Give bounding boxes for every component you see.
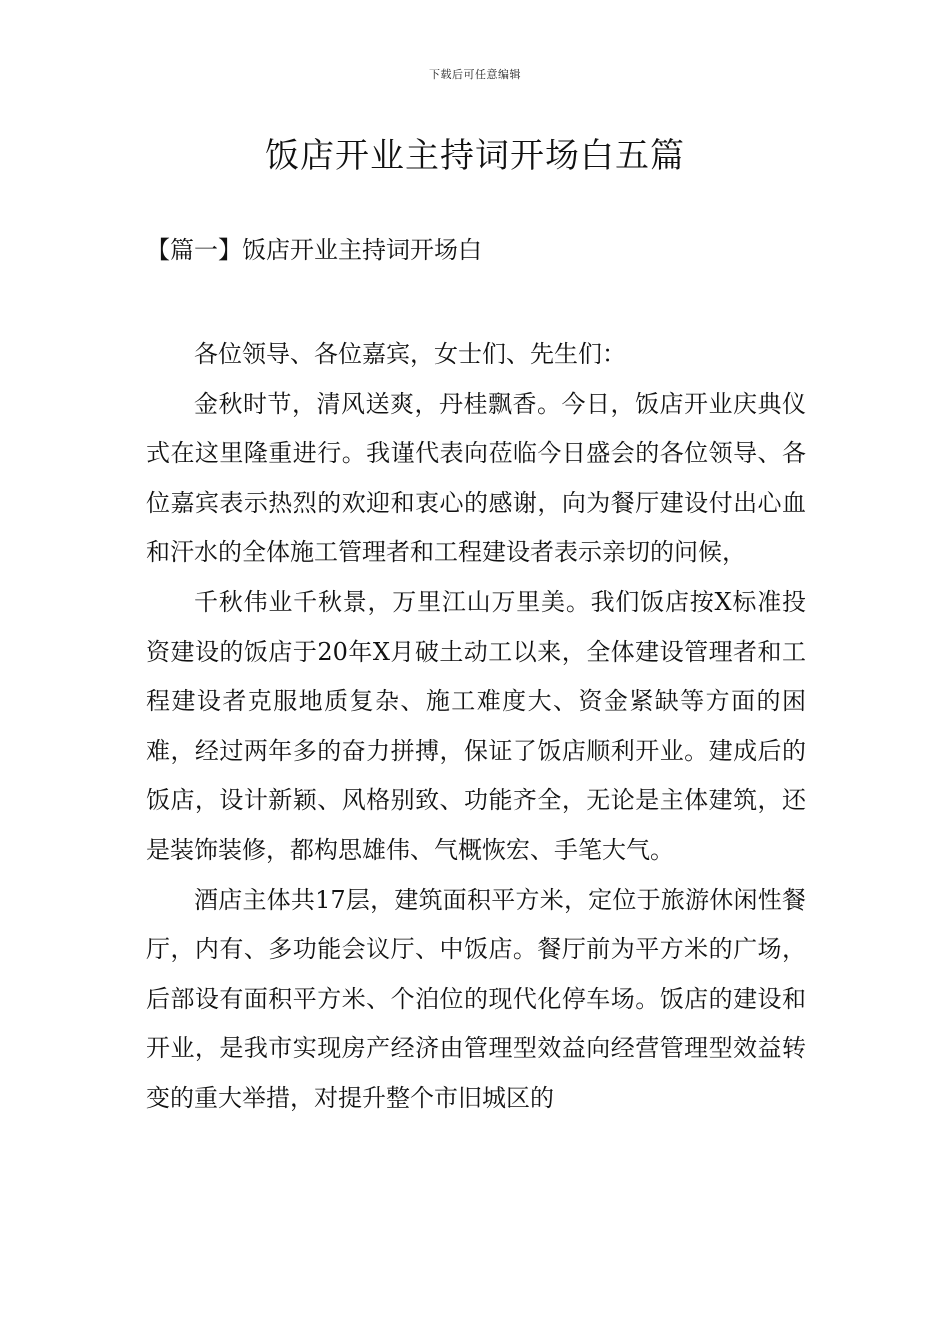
section-heading: 【篇一】饭店开业主持词开场白 — [146, 236, 482, 264]
paragraph: 酒店主体共17层，建筑面积平方米，定位于旅游休闲性餐厅，内有、多功能会议厅、中饭店。餐厅前为平方米的广场，后部设有面积平方米、个泊位的现代化停车场。饭店的建设和开业，是我市实现房产经济由管理型效益向经营管理型效益转变的重大举措，对提升整个市旧城区的 — [146, 885, 806, 1112]
paragraph: 金秋时节，清风送爽，丹桂飘香。今日，饭店开业庆典仪式在这里隆重进行。我谨代表向莅临今日盛会的各位领导、各位嘉宾表示热烈的欢迎和衷心的感谢，向为餐厅建设付出心血和汗水的全体施工管理者和工程建设者表示亲切的问候， — [146, 389, 806, 567]
paragraph: 千秋伟业千秋景，万里江山万里美。我们饭店按X标准投资建设的饭店于20年X月破土动工以来，全体建设管理者和工程建设者克服地质复杂、施工难度大、资金紧缺等方面的困难，经过两年多的奋力拼搏，保证了饭店顺利开业。建成后的饭店，设计新颖、风格别致、功能齐全，无论是主体建筑，还是装饰装修，都构思雄伟、气概恢宏、手笔大气。 — [146, 587, 806, 864]
document-title: 饭店开业主持词开场白五篇 — [265, 136, 685, 176]
paragraph-greeting: 各位领导、各位嘉宾，女士们、先生们： — [194, 340, 626, 368]
document-body — [146, 330, 806, 1124]
header-note: 下载后可任意编辑 — [429, 68, 521, 81]
